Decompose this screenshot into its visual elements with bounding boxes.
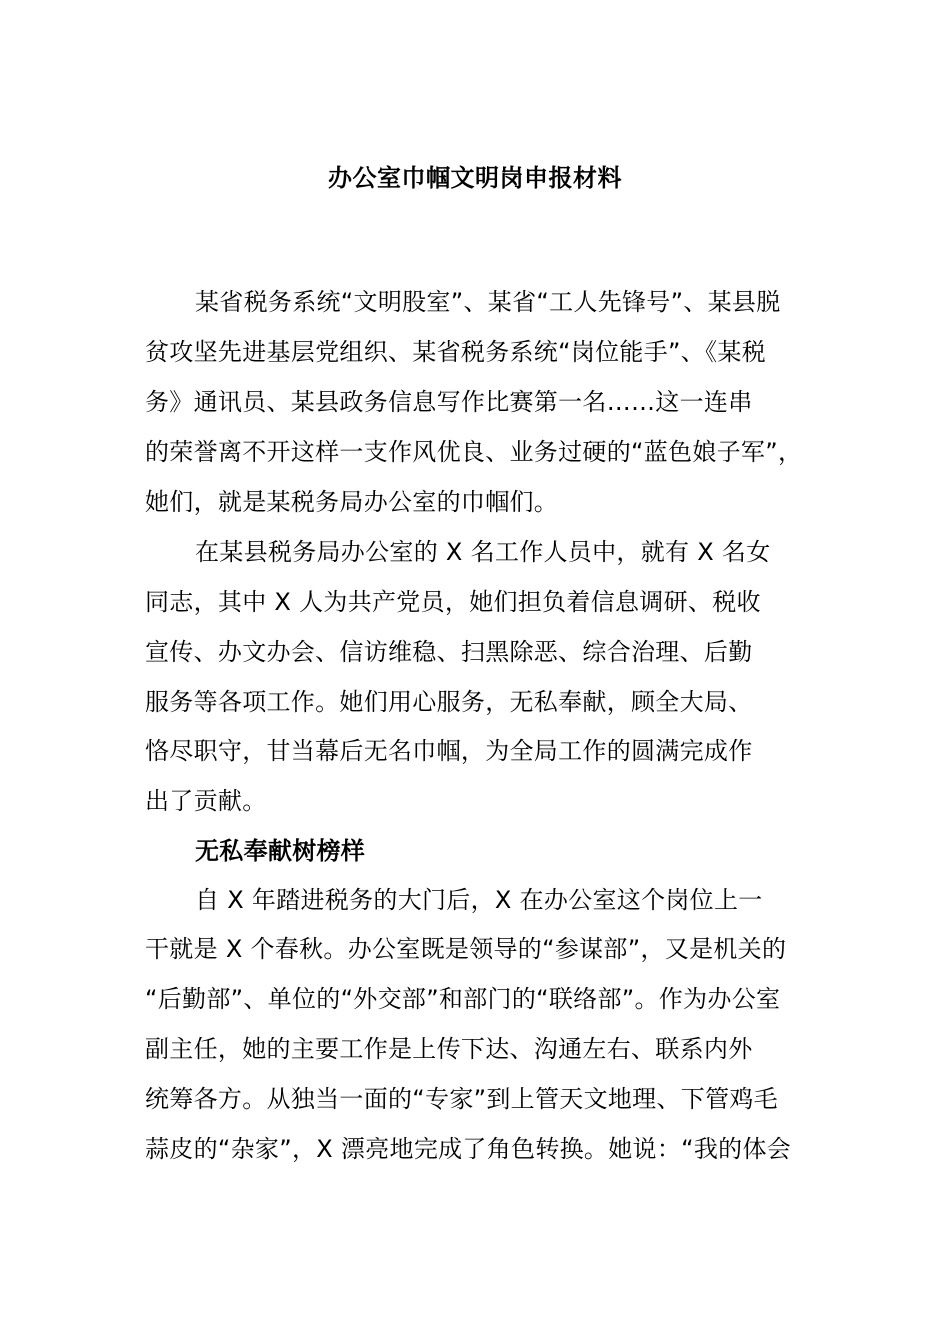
paragraph-line: 恪尽职守，甘当幕后无名巾帼，为全局工作的圆满完成作	[145, 737, 753, 765]
paragraph-line: 务》通讯员、某县政务信息写作比赛第一名……这一连串	[145, 388, 753, 416]
paragraph-line: 的荣誉离不开这样一支作风优良、业务过硬的“蓝色娘子军”，	[145, 438, 803, 466]
paragraph-line: 在某县税务局办公室的 X 名工作人员中，就有 X 名女	[195, 538, 771, 566]
paragraph-line: 服务等各项工作。她们用心服务，无私奉献，顾全大局、	[145, 688, 753, 716]
section-heading: 无私奉献树榜样	[195, 837, 366, 865]
paragraph-line: 贫攻坚先进基层党组织、某省税务系统“岗位能手”、《某税	[145, 338, 766, 366]
paragraph-line: 某省税务系统“文明股室”、某省“工人先锋号”、某县脱	[195, 288, 781, 316]
paragraph-line: 统筹各方。从独当一面的“专家”到上管天文地理、下管鸡毛	[145, 1085, 778, 1113]
paragraph-line: 自 X 年踏进税务的大门后，X 在办公室这个岗位上一	[195, 886, 763, 914]
paragraph-line: 宣传、办文办会、信访维稳、扫黑除恶、综合治理、后勤	[145, 638, 753, 666]
paragraph-line: “后勤部”、单位的“外交部”和部门的“联络部”。作为办公室	[145, 985, 781, 1013]
paragraph-line: 出了贡献。	[145, 787, 267, 815]
paragraph-line: 干就是 X 个春秋。办公室既是领导的“参谋部”，又是机关的	[145, 935, 787, 963]
paragraph-line: 副主任，她的主要工作是上传下达、沟通左右、联系内外	[145, 1035, 753, 1063]
paragraph-line: 她们，就是某税务局办公室的巾帼们。	[145, 488, 559, 516]
document-title: 办公室巾帼文明岗申报材料	[328, 164, 622, 192]
paragraph-line: 同志，其中 X 人为共产党员，她们担负着信息调研、税收	[145, 588, 761, 616]
paragraph-line: 蒜皮的“杂家”，X 漂亮地完成了角色转换。她说：“我的体会	[145, 1135, 792, 1163]
